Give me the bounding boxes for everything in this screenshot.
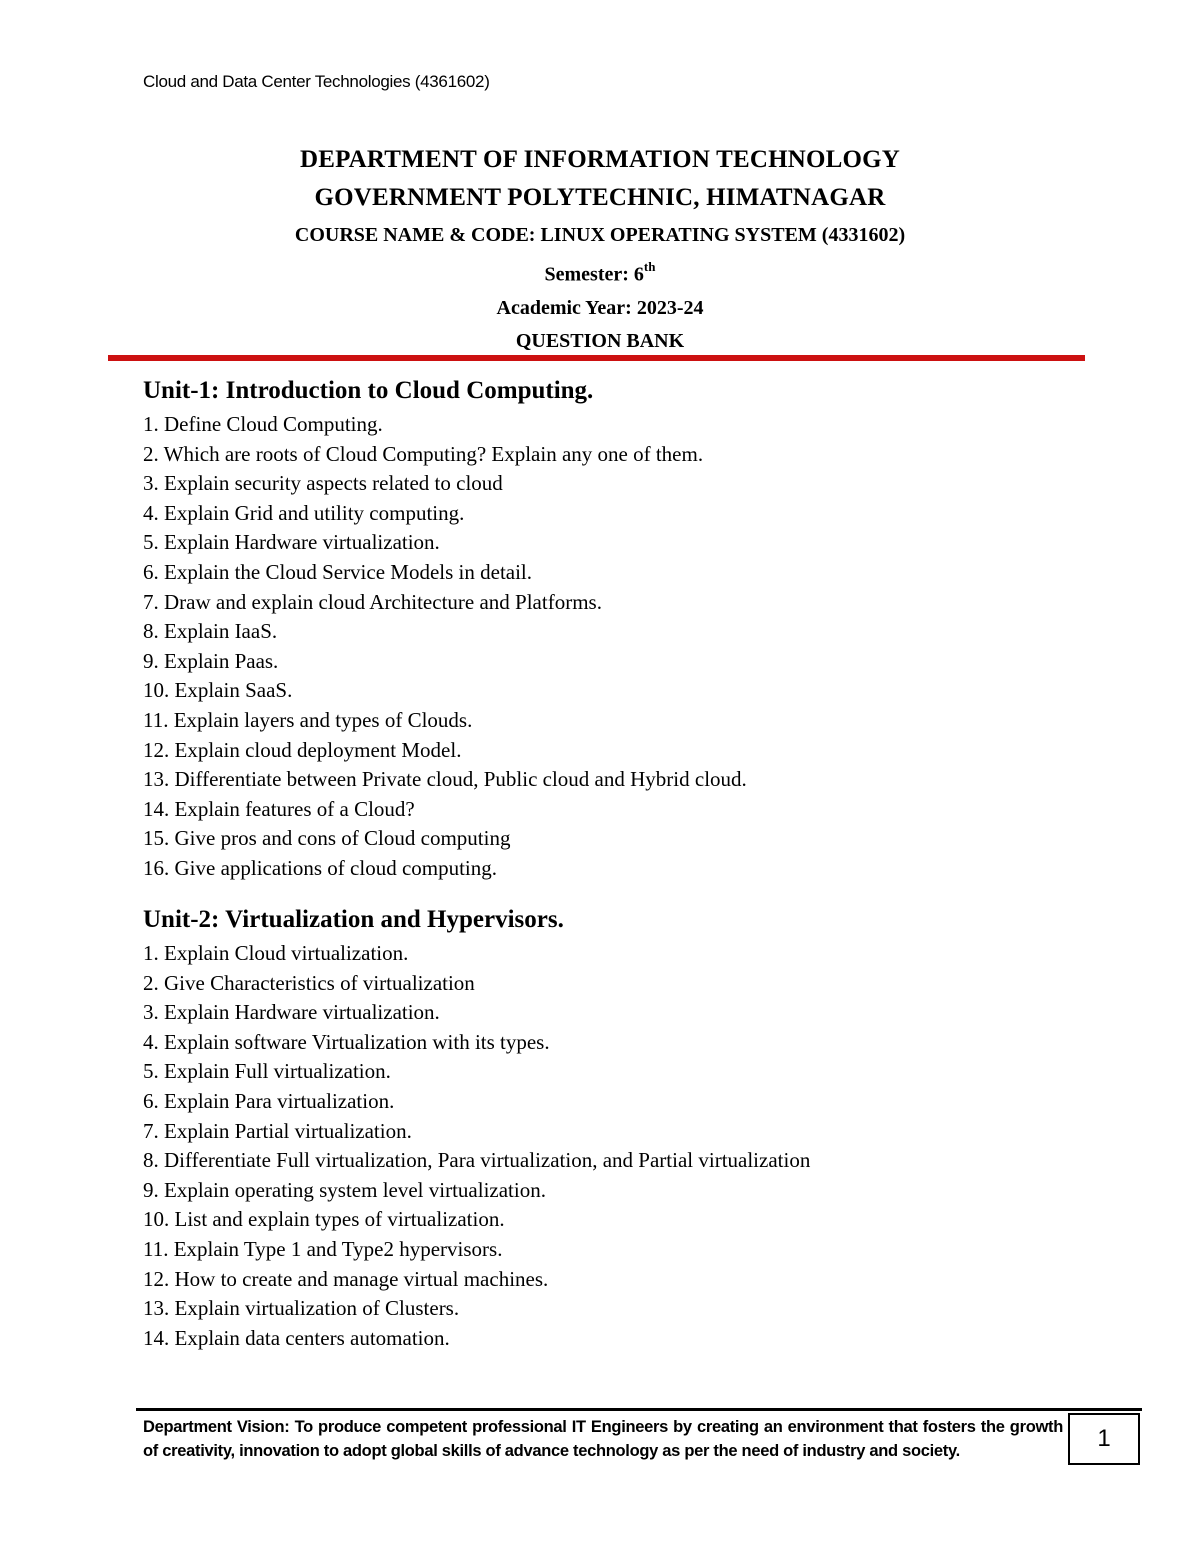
title-divider <box>108 355 1085 361</box>
department-title: DEPARTMENT OF INFORMATION TECHNOLOGY <box>299 146 901 173</box>
question-item: 3. Explain security aspects related to cloud <box>143 471 503 496</box>
question-item: 2. Give Characteristics of virtualization <box>143 970 475 995</box>
question-item: 6. Explain Para virtualization. <box>143 1088 395 1113</box>
question-item: 4. Explain software Virtualization with its types. <box>143 1029 550 1054</box>
question-item: 13. Differentiate between Private cloud, Public cloud and Hybrid cloud. <box>143 767 747 792</box>
semester-label: Semester: 6 <box>544 263 644 286</box>
question-item: 7. Draw and explain cloud Architecture and Platforms. <box>143 589 602 614</box>
title-block <box>0 143 1200 355</box>
question-item: 11. Explain layers and types of Clouds. <box>143 707 473 732</box>
question-item: 11. Explain Type 1 and Type2 hypervisors. <box>143 1236 503 1261</box>
semester-suffix: th <box>643 259 656 274</box>
question-item: 10. Explain SaaS. <box>143 678 293 703</box>
running-header: Cloud and Data Center Technologies (4361602) <box>143 72 490 91</box>
question-item: 15. Give pros and cons of Cloud computing <box>143 826 511 851</box>
question-item: 10. List and explain types of virtualization. <box>143 1207 505 1232</box>
unit-2-question-list <box>143 939 1093 1353</box>
question-item: 16. Give applications of cloud computing. <box>143 855 498 880</box>
page-number: 1 <box>1068 1413 1140 1465</box>
question-item: 9. Explain operating system level virtualization. <box>143 1177 546 1202</box>
unit-1-title: Unit-1: Introduction to Cloud Computing. <box>143 377 594 404</box>
course-name-code: COURSE NAME & CODE: LINUX OPERATING SYSTEM (4331602) <box>294 224 906 246</box>
question-item: 7. Explain Partial virtualization. <box>143 1118 412 1143</box>
question-item: 6. Explain the Cloud Service Models in detail. <box>143 559 533 584</box>
document-type: QUESTION BANK <box>515 329 685 352</box>
academic-year: Academic Year: 2023-24 <box>496 296 704 319</box>
question-item: 12. Explain cloud deployment Model. <box>143 737 462 762</box>
institute-title: GOVERNMENT POLYTECHNIC, HIMATNAGAR <box>314 184 886 211</box>
question-item: 8. Differentiate Full virtualization, Para virtualization, and Partial virtualization <box>143 1148 811 1173</box>
question-item: 1. Explain Cloud virtualization. <box>143 941 409 965</box>
question-item: 9. Explain Paas. <box>143 648 279 673</box>
unit-2-section <box>143 903 1093 1353</box>
unit-1-section <box>143 374 1093 884</box>
question-item: 2. Which are roots of Cloud Computing? Explain any one of them. <box>143 441 704 466</box>
question-item: 3. Explain Hardware virtualization. <box>143 1000 440 1025</box>
footer-divider <box>136 1408 1142 1411</box>
semester <box>0 255 1200 289</box>
question-item: 8. Explain IaaS. <box>143 619 278 644</box>
question-item: 14. Explain features of a Cloud? <box>143 796 415 821</box>
question-item: 4. Explain Grid and utility computing. <box>143 500 465 525</box>
question-item: 12. How to create and manage virtual machines. <box>143 1266 549 1291</box>
question-item: 5. Explain Full virtualization. <box>143 1059 391 1084</box>
department-vision: Department Vision: To produce competent professional IT Engineers by creating an environment that fosters the growth of creativity, innovation to adopt global skills of advance technology as per the need of industry and society. <box>143 1418 1063 1460</box>
question-item: 14. Explain data centers automation. <box>143 1325 450 1350</box>
unit-1-question-list <box>143 410 1093 884</box>
unit-2-title: Unit-2: Virtualization and Hypervisors. <box>143 906 564 933</box>
question-item: 13. Explain virtualization of Clusters. <box>143 1296 460 1321</box>
question-item: 1. Define Cloud Computing. <box>143 412 383 436</box>
question-item: 5. Explain Hardware virtualization. <box>143 530 440 555</box>
